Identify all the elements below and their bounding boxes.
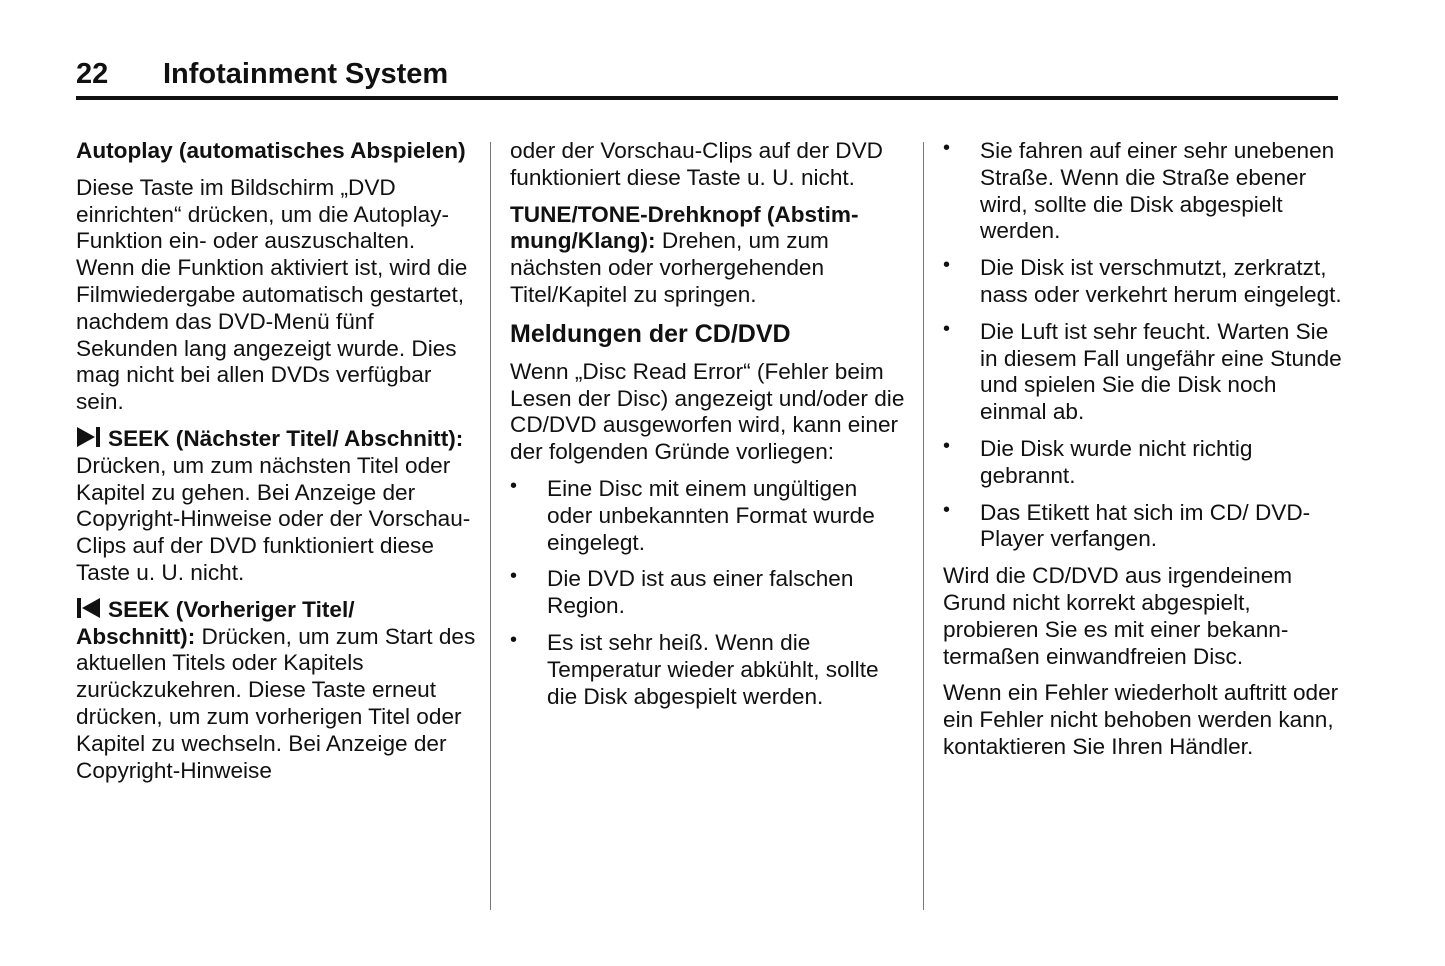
- list-item: [943, 319, 1343, 426]
- bullet-icon: •: [943, 137, 951, 159]
- col3-bullet-list: [943, 138, 1343, 553]
- list-item-text: Sie fahren auf einer sehr unebenen Straße. Wenn die Straße ebener wird, sollte die Disk abgespielt werden.: [980, 138, 1335, 244]
- seek-prev-heading: SEEK (Vorheriger Titel/ Abschnitt):: [76, 596, 355, 649]
- list-item: [943, 436, 1343, 490]
- column-2: [510, 138, 908, 720]
- continued-text: oder der Vorschau-Clips auf der DVD funktioniert diese Taste u. U. nicht.: [510, 138, 883, 190]
- seek-previous-icon: [76, 597, 102, 619]
- list-item-text: Das Etikett hat sich im CD/ DVD-Player verfangen.: [980, 499, 1311, 552]
- autoplay-heading: Autoplay (automatisches Abspielen): [76, 138, 466, 163]
- seek-next-paragraph: [76, 426, 476, 587]
- column-divider-2: [923, 142, 924, 910]
- list-item-text: Die Disk ist verschmutzt, zerkratzt, nass oder verkehrt herum eingelegt.: [980, 255, 1342, 307]
- messages-heading: Meldungen der CD/DVD: [510, 319, 791, 348]
- autoplay-text: Diese Taste im Bildschirm „DVD einrichten“ drücken, um die Autoplay-Funktion ein- oder auszuschalten. Wenn die Funktion aktiviert ist, wird die Filmwiedergabe automatisch gestartet, nachdem das DVD-Menü fünf Sekunden lang angezeigt wurde. Dies mag nicht bei allen DVDs verfügbar sein.: [76, 174, 468, 415]
- contact-dealer-paragraph: Wenn ein Fehler wiederholt auftritt oder ein Fehler nicht behoben werden kann, kontaktieren Sie Ihren Händler.: [943, 680, 1339, 759]
- bullet-icon: •: [943, 254, 951, 277]
- section-title: Infotainment System: [163, 58, 449, 90]
- bullet-icon: •: [510, 628, 518, 651]
- column-divider-1: [490, 142, 491, 910]
- tune-paragraph: [510, 202, 908, 309]
- list-item: [510, 630, 908, 710]
- seek-next-heading: SEEK (Nächster Titel/ Abschnitt):: [108, 425, 464, 451]
- tune-text: Drehen, um zum nächsten oder vorhergehenden Titel/Kapitel zu springen.: [510, 228, 829, 307]
- bullet-icon: •: [510, 565, 518, 588]
- bullet-icon: •: [510, 474, 518, 497]
- list-item: [943, 255, 1343, 309]
- list-item: [510, 476, 908, 556]
- bullet-icon: •: [943, 434, 951, 457]
- list-item: [943, 500, 1343, 554]
- seek-prev-paragraph: [76, 597, 476, 785]
- list-item: [510, 566, 908, 620]
- list-item-text: Es ist sehr heiß. Wenn die Temperatur wieder abkühlt, sollte die Disk abgespielt werden.: [547, 629, 879, 709]
- page-header: [76, 58, 1338, 98]
- seek-prev-text: Drücken, um zum Start des aktuellen Titels oder Kapitels zurückzukehren. Diese Taste erneut drücken, um zum vorherigen Titel oder Kapitel zu wechseln. Bei Anzeige der Copyright-Hinweise: [76, 623, 476, 783]
- messages-intro: Wenn „Disc Read Error“ (Fehler beim Lesen der Disc) angezeigt und/oder die CD/DVD ausgeworfen wird, kann einer der folgenden Gründe vorliegen:: [510, 358, 905, 465]
- bullet-icon: •: [943, 317, 951, 340]
- list-item-text: Die Luft ist sehr feucht. Warten Sie in diesem Fall ungefähr eine Stunde und spielen Sie die Disk noch einmal ab.: [980, 318, 1342, 425]
- seek-next-icon: [76, 426, 102, 448]
- list-item-text: Die DVD ist aus einer falschen Region.: [547, 566, 854, 619]
- seek-next-text: Drücken, um zum nächsten Titel oder Kapitel zu gehen. Bei Anzeige der Copyright-Hinweise oder der Vorschau-Clips auf der DVD funktioniert diese Taste u. U. nicht.: [76, 452, 471, 585]
- bullet-icon: •: [943, 498, 951, 521]
- retry-paragraph: Wird die CD/DVD aus irgendeinem Grund nicht korrekt abgespielt, probieren Sie es mit einer bekanntermaßen einwandfreien Disc.: [943, 563, 1293, 669]
- col2-bullet-list: [510, 476, 908, 710]
- tune-heading: TUNE/TONE-Drehknopf (Abstimmung/Klang):: [510, 201, 859, 254]
- column-3: [943, 138, 1343, 771]
- list-item-text: Die Disk wurde nicht richtig gebrannt.: [980, 435, 1253, 488]
- list-item-text: Eine Disc mit einem ungültigen oder unbekannten Format wurde eingelegt.: [547, 475, 875, 555]
- page-number: 22: [76, 58, 109, 90]
- list-item: [943, 138, 1343, 245]
- column-1: [76, 138, 476, 794]
- header-rule: [76, 96, 1338, 100]
